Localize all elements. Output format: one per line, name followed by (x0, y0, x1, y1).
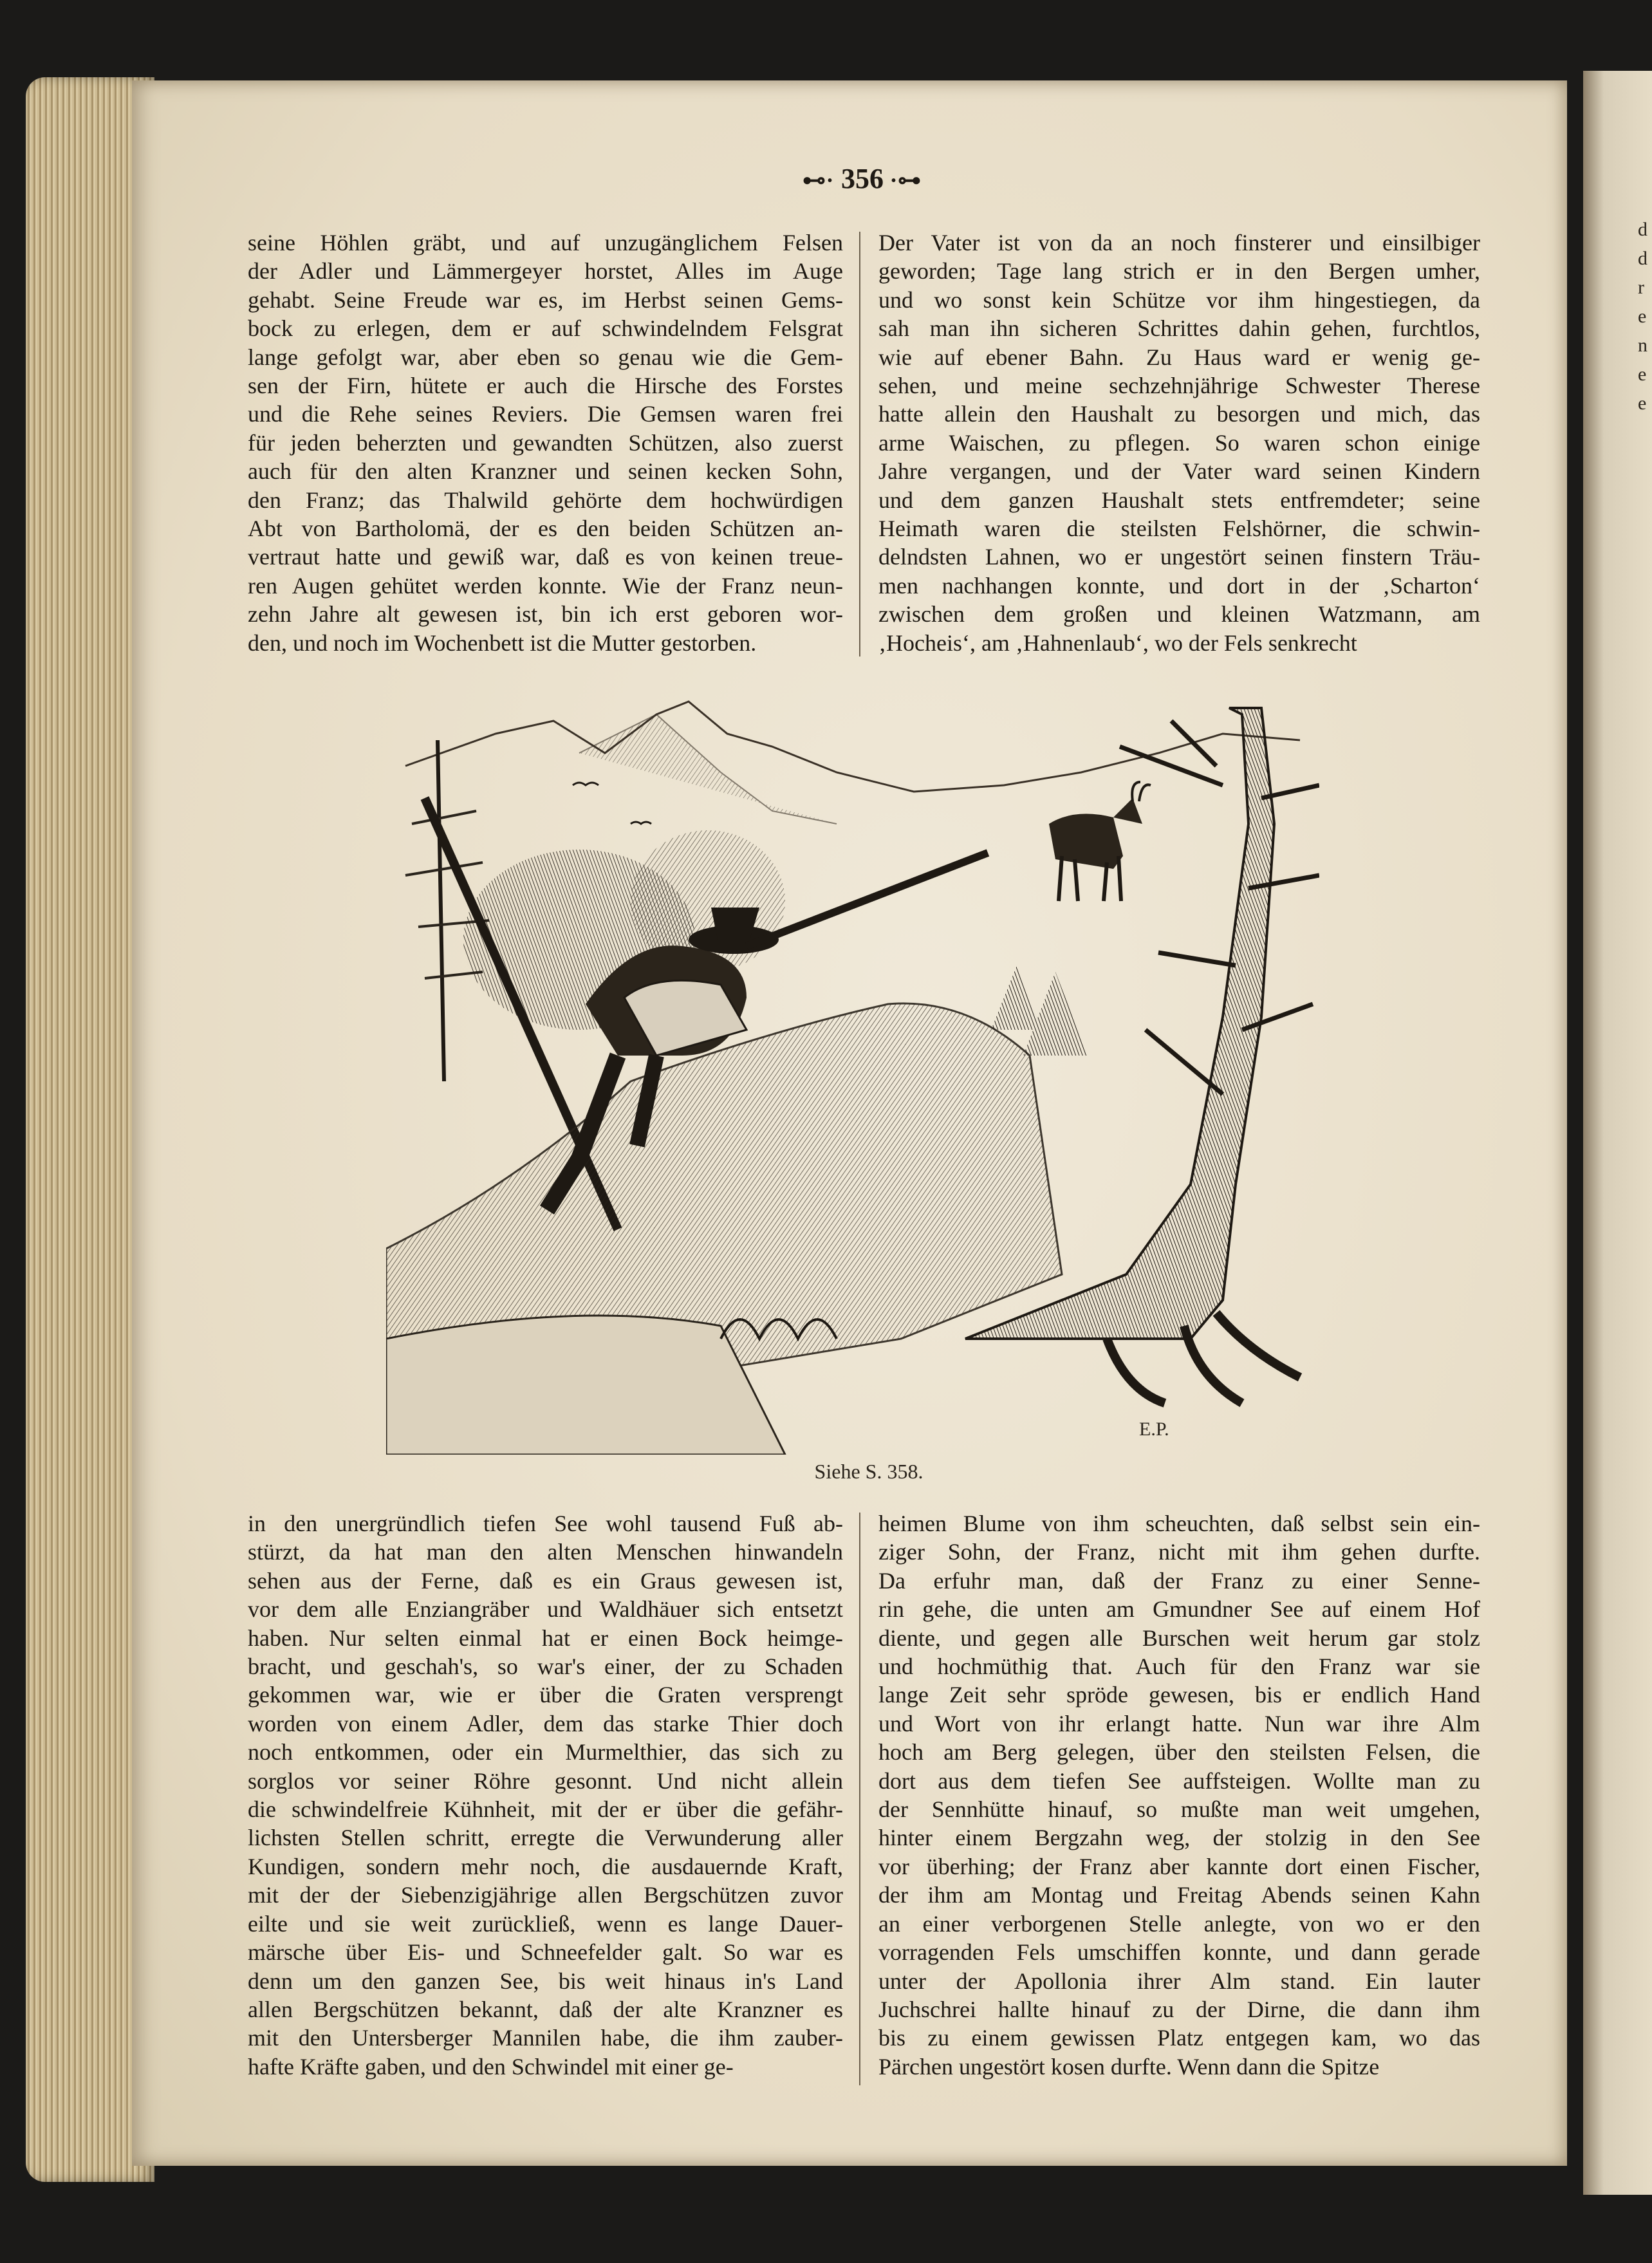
text-line: hafte Kräfte gaben, und den Schwindel mit einer ge- (248, 2053, 734, 2080)
text-line: lange gefolgt war, aber eben so genau wie die Gem- (248, 344, 843, 370)
text-line: denn um den ganzen See, bis weit hinaus in's Land (248, 1968, 843, 1994)
text-line: die schwindelfreie Kühnheit, mit der er über die gefähr- (248, 1796, 843, 1823)
next-page-edge (1583, 71, 1652, 2195)
text-line: dort aus dem tiefen See auffsteigen. Wollte man zu (878, 1767, 1480, 1794)
text-line: den Franz; das Thalwild gehörte dem hochwürdigen (248, 487, 843, 513)
text-line: noch entkommen, oder ein Murmelthier, das sich zu (248, 1739, 843, 1765)
text-line: gekommen war, wie er über die Graten versprengt (248, 1682, 843, 1708)
text-line: vor dem alle Enziangräber und Waldhäuer sich entsetzt (248, 1596, 843, 1623)
next-page-letter: d (1638, 248, 1647, 269)
next-page-letter: d (1638, 219, 1647, 240)
text-column-top-left (248, 228, 843, 657)
page-number: 356 (841, 163, 884, 194)
text-line: unter der Apollonia ihrer Alm stand. Ein lauter (878, 1968, 1480, 1994)
text-line: Kundigen, sondern mehr noch, die ausdauernde Kraft, (248, 1853, 843, 1879)
text-column-top-right (878, 228, 1480, 657)
text-line: und wo sonst kein Schütze vor ihm hingestiegen, da (878, 286, 1480, 313)
next-page-letter: n (1638, 335, 1647, 356)
text-line: Heimath waren die steilsten Felshörner, die schwin- (878, 516, 1480, 542)
text-line: ‚Hocheis‘, am ‚Hahnenlaub‘, wo der Fels senkrecht (878, 629, 1357, 656)
text-line: allen Bergschützen bekannt, daß der alte Kranzner es (248, 1996, 843, 2022)
woodcut-illustration (386, 695, 1319, 1455)
text-column-bottom-left (248, 1509, 843, 2081)
text-line: bis zu einem gewissen Platz entgegen kam, wo das (878, 2025, 1480, 2051)
text-line: Juchschrei hallte hinauf zu der Dirne, die dann ihm (878, 1996, 1480, 2022)
text-line: hinter einem Bergzahn weg, der stolzig in den See (878, 1825, 1480, 1851)
text-line: ziger Sohn, der Franz, nicht mit ihm gehen durfte. (878, 1539, 1480, 1565)
illustration-caption: Siehe S. 358. (814, 1460, 923, 1483)
next-page-letter: r (1638, 277, 1644, 298)
text-line: bracht, und geschah's, so war's einer, der zu Schaden (248, 1653, 843, 1680)
text-line: sorglos vor seiner Röhre gesonnt. Und nicht allein (248, 1767, 843, 1794)
text-line: eilte und sie weit zurückließ, wenn es lange Dauer- (248, 1910, 843, 1937)
text-line: und die Rehe seines Reviers. Die Gemsen waren frei (248, 401, 843, 427)
text-line: rin gehe, die unten am Gmundner See auf einem Hof (878, 1596, 1480, 1623)
text-line: vor überhing; der Franz aber kannte dort einen Fischer, (878, 1853, 1480, 1879)
text-line: für jeden beherzten und gewandten Schützen, also zuerst (248, 429, 843, 456)
text-line: der Adler und Lämmergeyer horstet, Alles im Auge (248, 258, 843, 284)
text-line: stürzt, da hat man den alten Menschen hinwandeln (248, 1539, 843, 1565)
column-divider-bottom (859, 1513, 860, 2085)
text-line: vorragenden Fels umschiffen konnte, und dann gerade (878, 1939, 1480, 1966)
ornament-left: ⊷∙ (803, 167, 834, 193)
text-line: und dem ganzen Haushalt stets entfremdeter; seine (878, 487, 1480, 513)
ornament-right: ∙⊶ (891, 167, 922, 193)
text-column-bottom-right (878, 1509, 1480, 2081)
text-line: sehen, und meine sechzehnjährige Schwester Therese (878, 373, 1480, 399)
text-line: mit der der Siebenzigjährige allen Bergschützen zuvor (248, 1882, 843, 1908)
text-line: der Sennhütte hinauf, so mußte man weit umgehen, (878, 1796, 1480, 1823)
artist-signature: E.P. (1139, 1419, 1169, 1440)
text-line: hatte allein den Haushalt zu besorgen und mich, das (878, 401, 1480, 427)
next-page-letter: e (1638, 393, 1647, 414)
text-line: lichsten Stellen schritt, erregte die Verwunderung aller (248, 1825, 843, 1851)
next-page-letter: e (1638, 306, 1647, 327)
text-line: delndsten Lahnen, wo er ungestört seinen finstern Träu- (878, 544, 1480, 570)
text-line: gehabt. Seine Freude war es, im Herbst seinen Gems- (248, 286, 843, 313)
text-line: zehn Jahre alt gewesen ist, bin ich erst geboren wor- (248, 601, 843, 628)
text-line: Der Vater ist von da an noch finsterer und einsilbiger (878, 230, 1480, 256)
text-line: in den unergründlich tiefen See wohl tausend Fuß ab- (248, 1511, 843, 1536)
text-line: der ihm am Montag und Freitag Abends seinen Kahn (878, 1882, 1480, 1908)
text-line: Jahre vergangen, und der Vater ward seinen Kindern (878, 458, 1480, 485)
text-line: bock zu erlegen, dem er auf schwindelndem Felsgrat (248, 315, 843, 342)
text-line: sah man ihn sicheren Schrittes dahin gehen, furchtlos, (878, 315, 1480, 342)
text-line: ren Augen gehütet werden konnte. Wie der Franz neun- (248, 572, 843, 599)
text-line: arme Waischen, zu pflegen. So waren schon einige (878, 429, 1480, 456)
text-line: diente, und gegen alle Burschen weit herum gar stolz (878, 1625, 1480, 1651)
text-line: Pärchen ungestört kosen durfte. Wenn dann die Spitze (878, 2053, 1380, 2080)
text-line: sehen aus der Ferne, daß es ein Graus gewesen ist, (248, 1567, 843, 1594)
text-line: men nachhangen konnte, und dort in der ‚Scharton‘ (878, 572, 1480, 599)
text-line: mit den Untersberger Mannilen habe, die ihm zauber- (248, 2025, 843, 2051)
page-header (759, 162, 965, 201)
text-line: den, und noch im Wochenbett ist die Mutter gestorben. (248, 629, 757, 656)
text-line: und hochmüthig that. Auch für den Franz war sie (878, 1653, 1480, 1680)
text-line: an einer verborgenen Stelle anlegte, von wo er den (878, 1910, 1480, 1937)
text-line: sen der Firn, hütete er auch die Hirsche des Forstes (248, 373, 843, 399)
text-line: vertraut hatte und gewiß war, daß es von keinen treue- (248, 544, 843, 570)
text-line: hoch am Berg gelegen, über den steilsten Felsen, die (878, 1739, 1480, 1765)
text-line: Da erfuhr man, daß der Franz zu einer Senne- (878, 1567, 1480, 1594)
text-line: Abt von Bartholomä, der es den beiden Schützen an- (248, 516, 843, 542)
text-line: geworden; Tage lang strich er in den Bergen umher, (878, 258, 1480, 284)
next-page-letter: e (1638, 364, 1647, 385)
text-line: heimen Blume von ihm scheuchten, daß selbst sein ein- (878, 1511, 1480, 1536)
text-line: märsche über Eis- und Schneefelder galt. So war es (248, 1939, 843, 1966)
text-line: und Wort von ihr erlangt hatte. Nun war ihre Alm (878, 1710, 1480, 1737)
text-line: seine Höhlen gräbt, und auf unzugänglichem Felsen (248, 230, 843, 256)
text-line: lange Zeit sehr spröde gewesen, bis er endlich Hand (878, 1682, 1480, 1708)
column-divider-top (859, 232, 860, 657)
text-line: worden von einem Adler, dem das starke Thier doch (248, 1710, 843, 1737)
text-line: haben. Nur selten einmal hat er einen Bock heimge- (248, 1625, 843, 1651)
text-line: zwischen dem großen und kleinen Watzmann, am (878, 601, 1480, 628)
text-line: wie auf ebener Bahn. Zu Haus ward er wenig ge- (878, 344, 1480, 370)
text-line: auch für den alten Kranzner und seinen kecken Sohn, (248, 458, 843, 485)
